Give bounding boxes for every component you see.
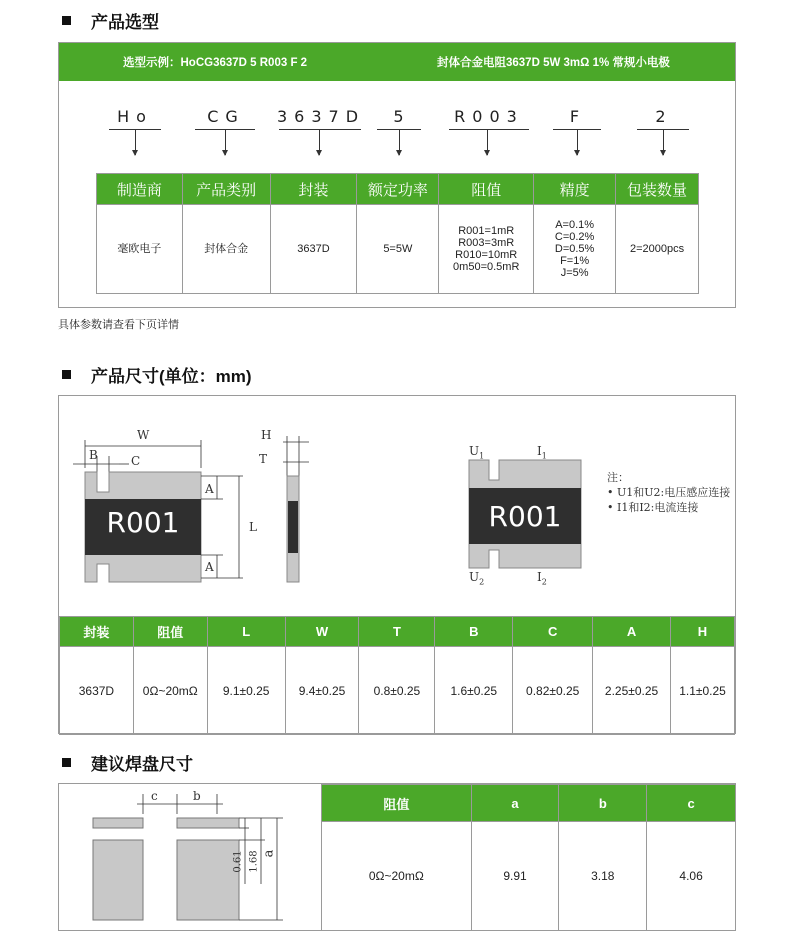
header-resistance: 阻值	[322, 785, 472, 822]
cell-l: 9.1±0.25	[207, 647, 285, 735]
cell-t: 0.8±0.25	[359, 647, 435, 735]
note-item: • I1和I2:电流连接	[607, 501, 699, 514]
code-underline	[449, 129, 529, 130]
cell-a: 2.25±0.25	[593, 647, 671, 735]
cell-a: 9.91	[471, 822, 559, 931]
label-b: B	[89, 448, 98, 462]
label-l: L	[249, 520, 257, 534]
dimensions-panel	[58, 395, 736, 734]
header-tolerance: 精度	[534, 174, 616, 205]
detail-note: 具体参数请查看下页详情	[58, 319, 179, 331]
section-title-text: 建议焊盘尺寸	[91, 755, 193, 774]
header-resistance: 阻值	[439, 174, 534, 205]
cell-package: 3637D	[270, 205, 357, 294]
label-u1: $U_1$	[469, 444, 485, 461]
pad-table	[321, 784, 736, 931]
label-a-bottom: A	[205, 560, 214, 574]
pad-label-b: b	[193, 789, 201, 803]
header-a: A	[593, 617, 671, 647]
cell-c: 4.06	[647, 822, 736, 931]
down-arrow-icon	[135, 129, 136, 155]
code-segment-manufacturer: Ho	[117, 107, 153, 126]
cell-category: 封体合金	[182, 205, 270, 294]
pad-drawing	[59, 784, 319, 930]
section-title-text: 产品选型	[91, 13, 159, 32]
cell-c: 0.82±0.25	[513, 647, 593, 735]
header-t: T	[359, 617, 435, 647]
cell-b: 1.6±0.25	[435, 647, 513, 735]
pad-label-c: c	[151, 789, 158, 803]
cell-resistance: 0Ω~20mΩ	[133, 647, 207, 735]
code-segment-resistance: R003	[454, 107, 524, 126]
header-b: B	[435, 617, 513, 647]
header-category: 产品类别	[182, 174, 270, 205]
pad-label-061: 0.61	[232, 850, 244, 873]
cell-w: 9.4±0.25	[285, 647, 359, 735]
header-w: W	[285, 617, 359, 647]
code-segment-packing: 2	[655, 107, 673, 126]
selection-banner	[59, 43, 735, 81]
terminal-notes	[607, 470, 730, 515]
cell-b: 3.18	[559, 822, 647, 931]
down-arrow-icon	[487, 129, 488, 155]
cell-packing: 2=2000pcs	[616, 205, 699, 294]
square-bullet-icon	[62, 370, 71, 379]
label-w: W	[137, 428, 150, 442]
cell-resistance: 0Ω~20mΩ	[322, 822, 472, 931]
banner-example: 选型示例：HoCG3637D 5 R003 F 2	[123, 57, 308, 69]
note-item: • U1和U2:电压感应连接	[607, 486, 731, 499]
label-c: C	[131, 454, 141, 468]
notes-title: 注：	[607, 471, 629, 484]
section-title-selection	[62, 8, 159, 33]
code-segment-power: 5	[393, 107, 411, 126]
selection-panel	[58, 42, 736, 308]
cell-package: 3637D	[60, 647, 134, 735]
header-package: 封装	[270, 174, 357, 205]
marking-text: R001	[106, 506, 180, 539]
header-power: 额定功率	[357, 174, 439, 205]
label-i1: $I_1$	[537, 444, 547, 461]
down-arrow-icon	[225, 129, 226, 155]
header-packing: 包装数量	[616, 174, 699, 205]
header-package: 封装	[60, 617, 134, 647]
square-bullet-icon	[62, 16, 71, 25]
banner-description: 封体合金电阻3637D 5W 3mΩ 1% 常规小电极	[437, 57, 670, 69]
down-arrow-icon	[663, 129, 664, 155]
header-manufacturer: 制造商	[97, 174, 183, 205]
cell-power: 5=5W	[357, 205, 439, 294]
cell-resistance: R001=1mR R003=3mR R010=10mR 0m50=0.5mR	[439, 205, 534, 294]
pad-label-a: a	[261, 849, 277, 858]
header-resistance: 阻值	[133, 617, 207, 647]
header-a: a	[471, 785, 559, 822]
selection-table	[96, 173, 699, 294]
square-bullet-icon	[62, 758, 71, 767]
header-b: b	[559, 785, 647, 822]
label-u2: $U_2$	[469, 570, 485, 587]
code-segment-package: 3637D	[276, 107, 366, 126]
dimensions-table	[59, 616, 735, 735]
down-arrow-icon	[319, 129, 320, 155]
cell-manufacturer: 毫欧电子	[97, 205, 183, 294]
section-title-text: 产品尺寸(单位：mm)	[91, 367, 252, 386]
top-view-drawing	[59, 396, 359, 611]
label-a-top: A	[205, 482, 214, 496]
header-c: C	[513, 617, 593, 647]
header-h: H	[671, 617, 735, 647]
pad-label-168: 1.68	[248, 850, 260, 873]
pad-panel	[58, 783, 736, 931]
section-title-pad	[62, 750, 193, 775]
label-i2: $I_2$	[537, 570, 547, 587]
code-underline	[279, 129, 361, 130]
cell-tolerance: A=0.1% C=0.2% D=0.5% F=1% J=5%	[534, 205, 616, 294]
code-segment-tolerance: F	[569, 107, 587, 126]
down-arrow-icon	[577, 129, 578, 155]
down-arrow-icon	[399, 129, 400, 155]
section-title-dimensions	[62, 362, 252, 387]
header-c: c	[647, 785, 736, 822]
header-l: L	[207, 617, 285, 647]
label-h: H	[261, 428, 272, 442]
marking-text-terminal: R001	[488, 500, 562, 533]
label-t: T	[259, 452, 268, 466]
code-segment-category: CG	[207, 107, 245, 126]
cell-h: 1.1±0.25	[671, 647, 735, 735]
